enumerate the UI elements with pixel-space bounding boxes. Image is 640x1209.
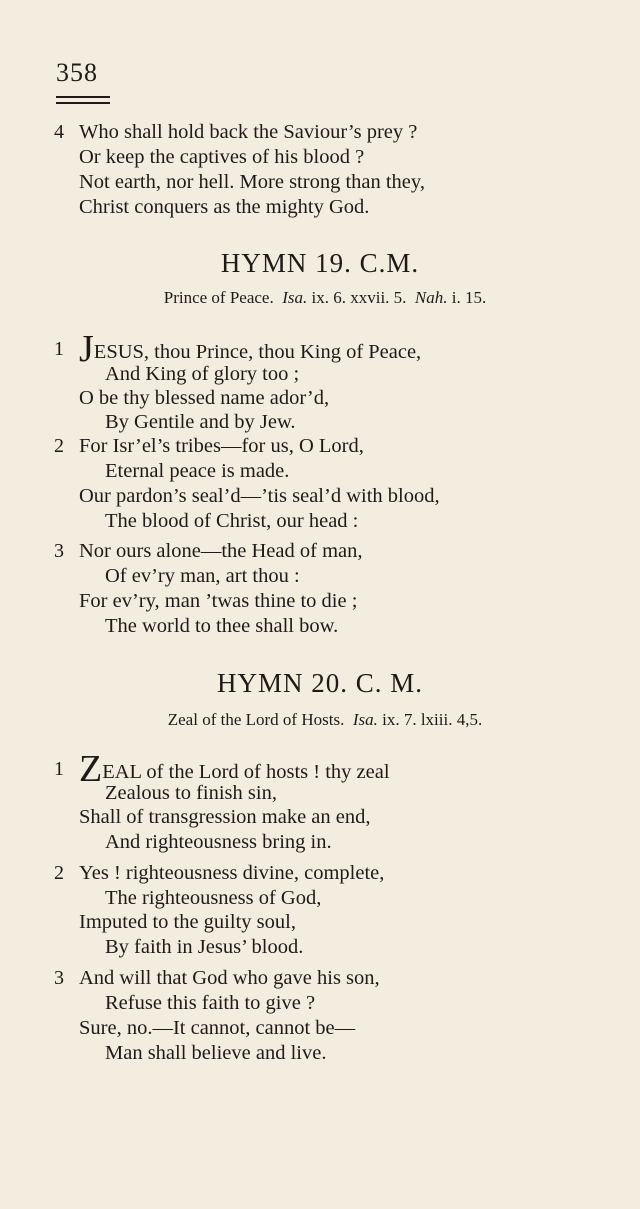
- verse-line: Yes ! righteousness divine, complete,: [79, 862, 385, 884]
- verse-number: 3: [54, 540, 64, 562]
- verse-number: 3: [54, 967, 64, 989]
- scripture-ref: ix. 7. lxiii. 4,5.: [382, 710, 483, 729]
- verse-line: Man shall believe and live.: [105, 1042, 327, 1064]
- drop-cap: J: [79, 328, 94, 370]
- subtitle-text: Zeal of the Lord of Hosts.: [167, 710, 345, 729]
- verse-line: And will that God who gave his son,: [79, 967, 380, 989]
- verse-line: For Isr’el’s tribes—for us, O Lord,: [79, 435, 364, 457]
- verse-line: Nor ours alone—the Head of man,: [79, 540, 363, 562]
- scripture-book: Isa.: [282, 288, 308, 307]
- verse-line: Zealous to finish sin,: [105, 782, 277, 804]
- verse-line: Our pardon’s seal’d—’tis seal’d with blood,: [79, 485, 440, 507]
- verse-line: Eternal peace is made.: [105, 460, 290, 482]
- verse-line: Refuse this faith to give ?: [105, 992, 316, 1014]
- verse-line: The world to thee shall bow.: [105, 615, 339, 637]
- verse-number: 2: [54, 435, 64, 457]
- verse-line: Shall of transgression make an end,: [79, 806, 371, 828]
- scripture-ref: i. 15.: [451, 288, 487, 307]
- verse-line: Christ conquers as the mighty God.: [79, 196, 370, 218]
- verse-number: 1: [54, 758, 64, 780]
- hymn-19-subtitle: [0, 288, 640, 308]
- verse-number: 2: [54, 862, 64, 884]
- scripture-book: Nah.: [414, 288, 448, 307]
- verse-line: ZEAL of the Lord of hosts ! thy zeal: [79, 748, 390, 790]
- verse-line: Who shall hold back the Saviour’s prey ?: [79, 121, 418, 143]
- verse-number: 1: [54, 338, 64, 360]
- verse-number: 4: [54, 121, 64, 143]
- verse-line: JESUS, thou Prince, thou King of Peace,: [79, 328, 422, 370]
- verse-line: Imputed to the guilty soul,: [79, 911, 296, 933]
- verse-line: By faith in Jesus’ blood.: [105, 936, 304, 958]
- verse-line: Not earth, nor hell. More strong than they,: [79, 171, 425, 193]
- subtitle-text: Prince of Peace.: [163, 288, 274, 307]
- verse-line: By Gentile and by Jew.: [105, 411, 296, 433]
- header-rule-top: [56, 96, 110, 98]
- hymn-20-subtitle: [0, 710, 640, 730]
- verse-line: For ev’ry, man ’twas thine to die ;: [79, 590, 358, 612]
- header-rule-bottom: [56, 102, 110, 104]
- hymn-19-title: HYMN 19. C.M.: [220, 248, 420, 278]
- scripture-ref: ix. 6. xxvii. 5.: [311, 288, 407, 307]
- verse-line: O be thy blessed name ador’d,: [79, 387, 330, 409]
- verse-line: And King of glory too ;: [105, 363, 300, 385]
- verse-line: Sure, no.—It cannot, cannot be—: [79, 1017, 356, 1039]
- drop-cap: Z: [79, 748, 103, 790]
- scripture-book: Isa.: [352, 710, 378, 729]
- verse-line: And righteousness bring in.: [105, 831, 332, 853]
- verse-line: Of ev’ry man, art thou :: [105, 565, 300, 587]
- verse-line: Or keep the captives of his blood ?: [79, 146, 365, 168]
- verse-line: The blood of Christ, our head :: [105, 510, 359, 532]
- page-number: 358: [56, 58, 98, 87]
- hymn-20-title: HYMN 20. C. M.: [216, 668, 424, 698]
- verse-line: The righteousness of God,: [105, 887, 322, 909]
